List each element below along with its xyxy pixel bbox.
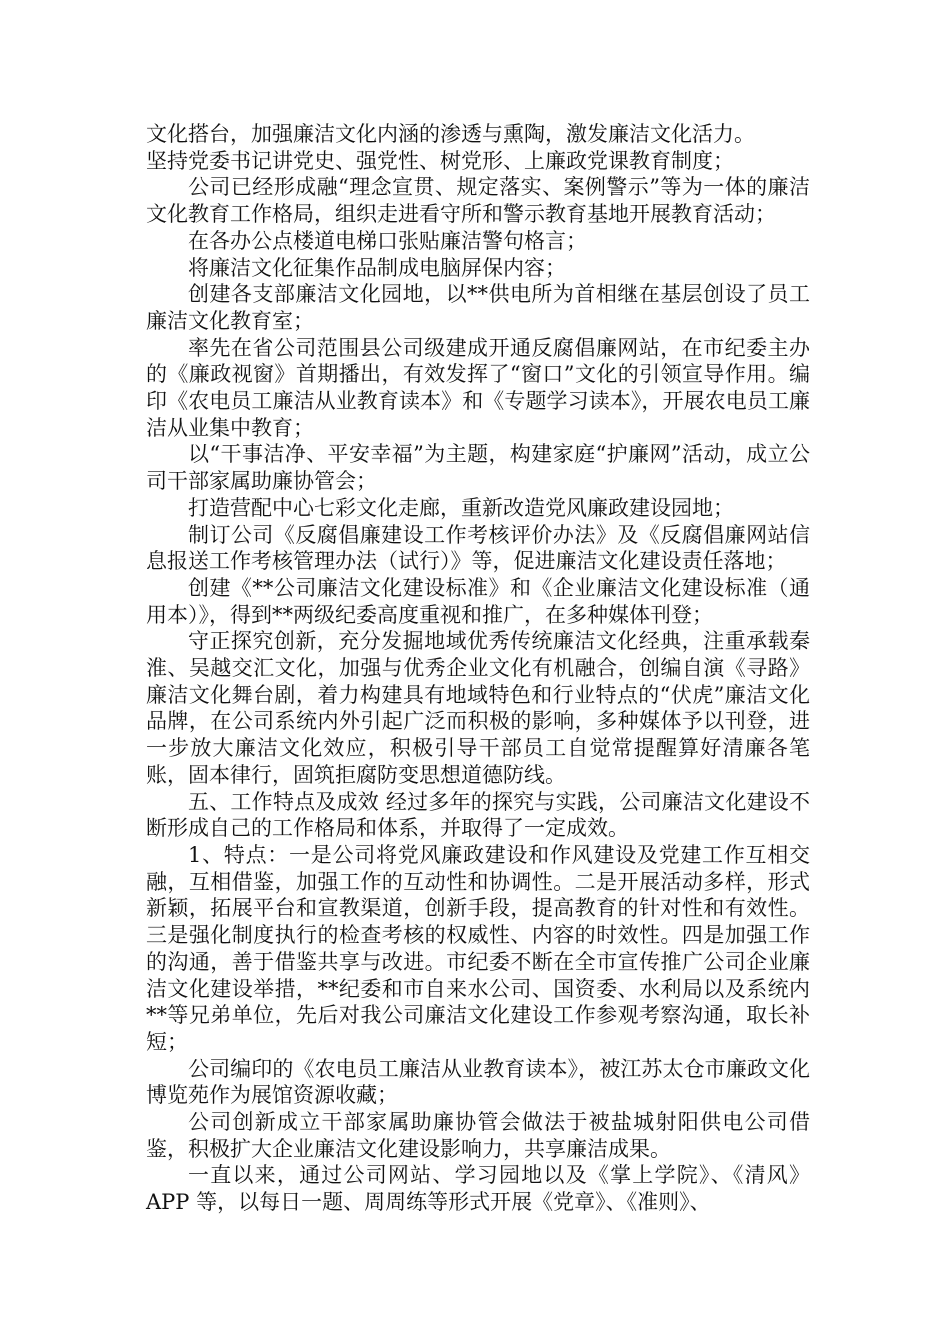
paragraph: 打造营配中心七彩文化走廊，重新改造党风廉政建设园地；	[188, 495, 734, 520]
paragraph: 公司编印的《农电员工廉洁从业教育读本》，被江苏太仓市廉政文化博览苑作为展馆资源收藏；	[146, 1056, 810, 1108]
paragraph: 文化搭台，加强廉洁文化内涵的渗透与熏陶，激发廉洁文化活力。	[146, 122, 755, 146]
paragraph: 将廉洁文化征集作品制成电脑屏保内容；	[188, 255, 566, 280]
paragraph: 在各办公点楼道电梯口张贴廉洁警句格言；	[188, 228, 587, 253]
paragraph: 守正探究创新，充分发掘地域优秀传统廉洁文化经典，注重承载秦淮、吴越交汇文化，加强与优秀企业文化有机融合，创编自演《寻路》廉洁文化舞台剧，着力构建具有地域特色和行业特点的“伏虎”廉洁文化品牌，在公司系统内外引起广泛而积极的影响，多种媒体予以刊登，进一步放大廉洁文化效应，积极引导干部员工自觉常提醒算好清廉各笔账，固本律行，固筑拒腐防变思想道德防线。	[146, 629, 810, 787]
paragraph: 制订公司《反腐倡廉建设工作考核评价办法》及《反腐倡廉网站信息报送工作考核管理办法（试行）》等，促进廉洁文化建设责任落地；	[146, 522, 810, 574]
paragraph: 五、工作特点及成效 经过多年的探究与实践，公司廉洁文化建设不断形成自己的工作格局和体系，并取得了一定成效。	[146, 789, 810, 841]
paragraph: 创建各支部廉洁文化园地，以**供电所为首相继在基层创设了员工廉洁文化教育室；	[146, 282, 810, 333]
paragraph: 以“干事洁净、平安幸福”为主题，构建家庭“护廉网”活动，成立公司干部家属助廉协管会；	[146, 442, 810, 494]
paragraph: 公司已经形成融“理念宣贯、规定落实、案例警示”等为一体的廉洁文化教育工作格局，组织走进看守所和警示教育基地开展教育活动；	[146, 175, 810, 227]
paragraph: 坚持党委书记讲党史、强党性、树党形、上廉政党课教育制度；	[146, 148, 734, 173]
paragraph: 1、特点：一是公司将党风廉政建设和作风建设及党建工作互相交融，互相借鉴，加强工作的互动性和协调性。二是开展活动多样，形式新颖，拓展平台和宣教渠道，创新手段，提高教育的针对性和有效性。三是强化制度执行的检查考核的权威性、内容的时效性。四是加强工作的沟通，善于借鉴共享与改进。市纪委不断在全市宣传推广公司企业廉洁文化建设举措，**纪委和市自来水公司、国资委、水利局以及系统内**等兄弟单位，先后对我公司廉洁文化建设工作参观考察沟通，取长补短；	[146, 842, 810, 1054]
paragraph: 一直以来，通过公司网站、学习园地以及《掌上学院》、《清风》APP 等，以每日一题、周周练等形式开展《党章》、《准则》、	[146, 1163, 810, 1215]
document-body	[146, 121, 810, 1216]
paragraph: 创建《**公司廉洁文化建设标准》和《企业廉洁文化建设标准（通用本）》，得到**两级纪委高度重视和推广，在多种媒体刊登；	[146, 575, 810, 627]
paragraph: 公司创新成立干部家属助廉协管会做法于被盐城射阳供电公司借鉴，积极扩大企业廉洁文化建设影响力，共享廉洁成果。	[146, 1110, 810, 1161]
paragraph: 率先在省公司范围县公司级建成开通反腐倡廉网站，在市纪委主办的《廉政视窗》首期播出，有效发挥了“窗口”文化的引领宣导作用。编印《农电员工廉洁从业教育读本》和《专题学习读本》，开展农电员工廉洁从业集中教育；	[146, 335, 810, 440]
